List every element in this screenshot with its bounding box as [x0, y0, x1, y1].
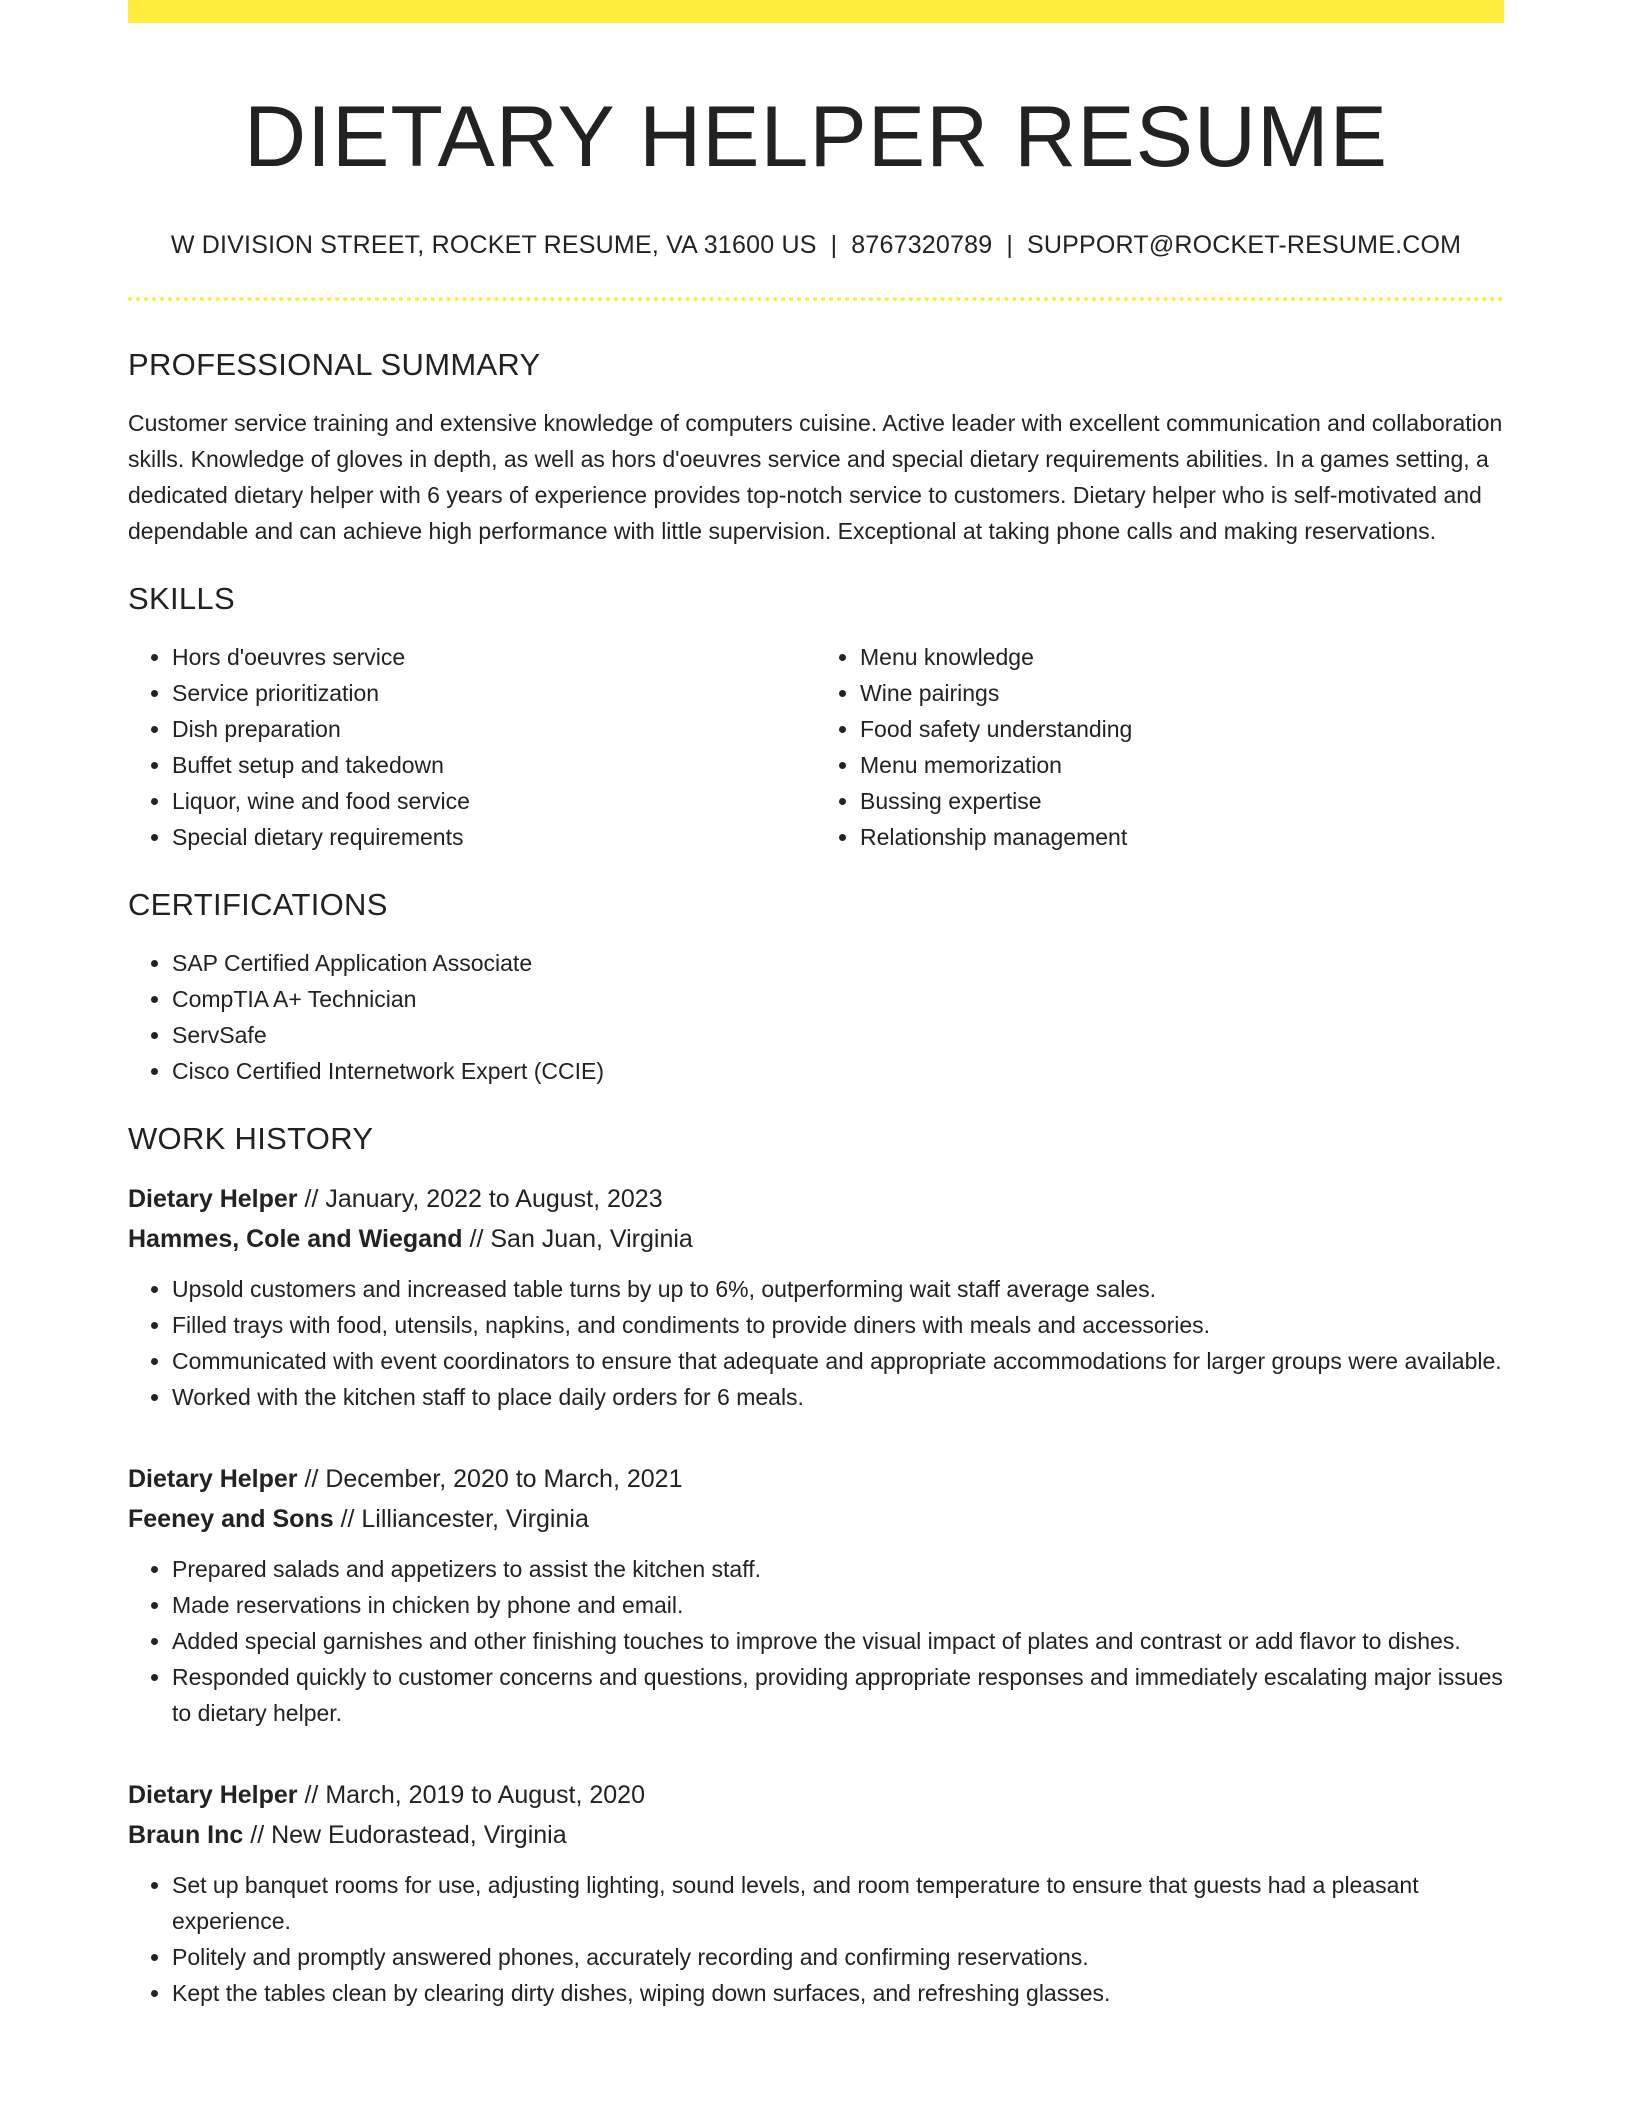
skills-right-list — [816, 639, 1504, 855]
job-title-line — [128, 1459, 1504, 1499]
phone: 8767320789 — [851, 231, 993, 259]
job-bullet: • Prepared salads and appetizers to assist the kitchen staff. — [172, 1551, 1504, 1587]
job-company: Braun Inc — [128, 1821, 244, 1849]
job-entry — [128, 1459, 1504, 1731]
job-role: Dietary Helper — [128, 1185, 298, 1213]
skill-item: • Special dietary requirements — [172, 819, 816, 855]
top-accent-bar — [128, 0, 1504, 23]
certifications-list — [128, 945, 1504, 1089]
skill-item: • Menu knowledge — [860, 639, 1504, 675]
job-bullets — [128, 1551, 1504, 1731]
job-company-line — [128, 1499, 1504, 1539]
dotted-divider — [128, 297, 1504, 301]
email: SUPPORT@ROCKET-RESUME.COM — [1027, 231, 1462, 259]
skill-item: • Wine pairings — [860, 675, 1504, 711]
job-role: Dietary Helper — [128, 1781, 298, 1809]
skill-item: • Menu memorization — [860, 747, 1504, 783]
summary-heading: PROFESSIONAL SUMMARY — [128, 347, 541, 382]
certifications-heading: CERTIFICATIONS — [128, 887, 388, 922]
resume-page — [128, 0, 1504, 2011]
job-bullet: • Set up banquet rooms for use, adjusting lighting, sound levels, and room temperature to ensure that guests had a pleasant experience. — [172, 1867, 1504, 1939]
job-location: // New Eudorastead, Virginia — [243, 1821, 567, 1849]
job-title-line — [128, 1775, 1504, 1815]
skills-heading: SKILLS — [128, 581, 235, 616]
job-bullet: • Kept the tables clean by clearing dirty dishes, wiping down surfaces, and refreshing glasses. — [172, 1975, 1504, 2011]
address: W DIVISION STREET, ROCKET RESUME, VA 31600 US — [170, 231, 817, 259]
separator: | — [1006, 231, 1014, 259]
work-history-heading: WORK HISTORY — [128, 1121, 374, 1156]
job-bullets — [128, 1271, 1504, 1415]
summary-text: Customer service training and extensive knowledge of computers cuisine. Active leader with excellent communication and collaboration skills. Knowledge of gloves in depth, as well as hors d'oeuvres service and special dietary requirements abilities. In a games setting, a dedicated dietary helper with 6 years of experience provides top-notch service to customers. Dietary helper who is self-motivated and dependable and can achieve high performance with little supervision. Exceptional at taking phone calls and making reservations. — [128, 410, 1503, 544]
job-dates: // March, 2019 to August, 2020 — [297, 1781, 645, 1809]
separator: | — [830, 231, 838, 259]
job-location: // Lilliancester, Virginia — [333, 1505, 589, 1533]
job-bullet: • Responded quickly to customer concerns and questions, providing appropriate responses and immediately escalating major issues to dietary helper. — [172, 1659, 1504, 1731]
resume-title: DIETARY HELPER RESUME — [243, 89, 1389, 185]
job-bullet: • Communicated with event coordinators to ensure that adequate and appropriate accommodations for larger groups were available. — [172, 1343, 1504, 1379]
skill-item: • Hors d'oeuvres service — [172, 639, 816, 675]
job-company-line — [128, 1815, 1504, 1855]
job-entry — [128, 1775, 1504, 2011]
job-company-line — [128, 1219, 1504, 1259]
skill-item: • Service prioritization — [172, 675, 816, 711]
skills-left-list — [128, 639, 816, 855]
skill-item: • Relationship management — [860, 819, 1504, 855]
certification-item: • Cisco Certified Internetwork Expert (CCIE) — [172, 1053, 1504, 1089]
job-location: // San Juan, Virginia — [462, 1225, 693, 1253]
certification-item: • SAP Certified Application Associate — [172, 945, 1504, 981]
certification-item: • ServSafe — [172, 1017, 1504, 1053]
skill-item: • Food safety understanding — [860, 711, 1504, 747]
job-bullet: • Upsold customers and increased table turns by up to 6%, outperforming wait staff average sales. — [172, 1271, 1504, 1307]
certification-item: • CompTIA A+ Technician — [172, 981, 1504, 1017]
job-role: Dietary Helper — [128, 1465, 298, 1493]
job-bullet: • Filled trays with food, utensils, napkins, and condiments to provide diners with meals and accessories. — [172, 1307, 1504, 1343]
job-bullet: • Added special garnishes and other finishing touches to improve the visual impact of plates and contrast or add flavor to dishes. — [172, 1623, 1504, 1659]
job-bullets — [128, 1867, 1504, 2011]
job-bullet: • Made reservations in chicken by phone and email. — [172, 1587, 1504, 1623]
skill-item: • Bussing expertise — [860, 783, 1504, 819]
contact-line — [128, 229, 1504, 261]
skill-item: • Liquor, wine and food service — [172, 783, 816, 819]
skills-columns — [128, 639, 1504, 855]
job-entry — [128, 1179, 1504, 1415]
job-dates: // January, 2022 to August, 2023 — [297, 1185, 663, 1213]
job-company: Feeney and Sons — [128, 1505, 334, 1533]
job-bullet: • Politely and promptly answered phones, accurately recording and confirming reservations. — [172, 1939, 1504, 1975]
job-bullet: • Worked with the kitchen staff to place daily orders for 6 meals. — [172, 1379, 1504, 1415]
job-dates: // December, 2020 to March, 2021 — [297, 1465, 683, 1493]
skill-item: • Dish preparation — [172, 711, 816, 747]
skill-item: • Buffet setup and takedown — [172, 747, 816, 783]
job-title-line — [128, 1179, 1504, 1219]
job-company: Hammes, Cole and Wiegand — [128, 1225, 463, 1253]
